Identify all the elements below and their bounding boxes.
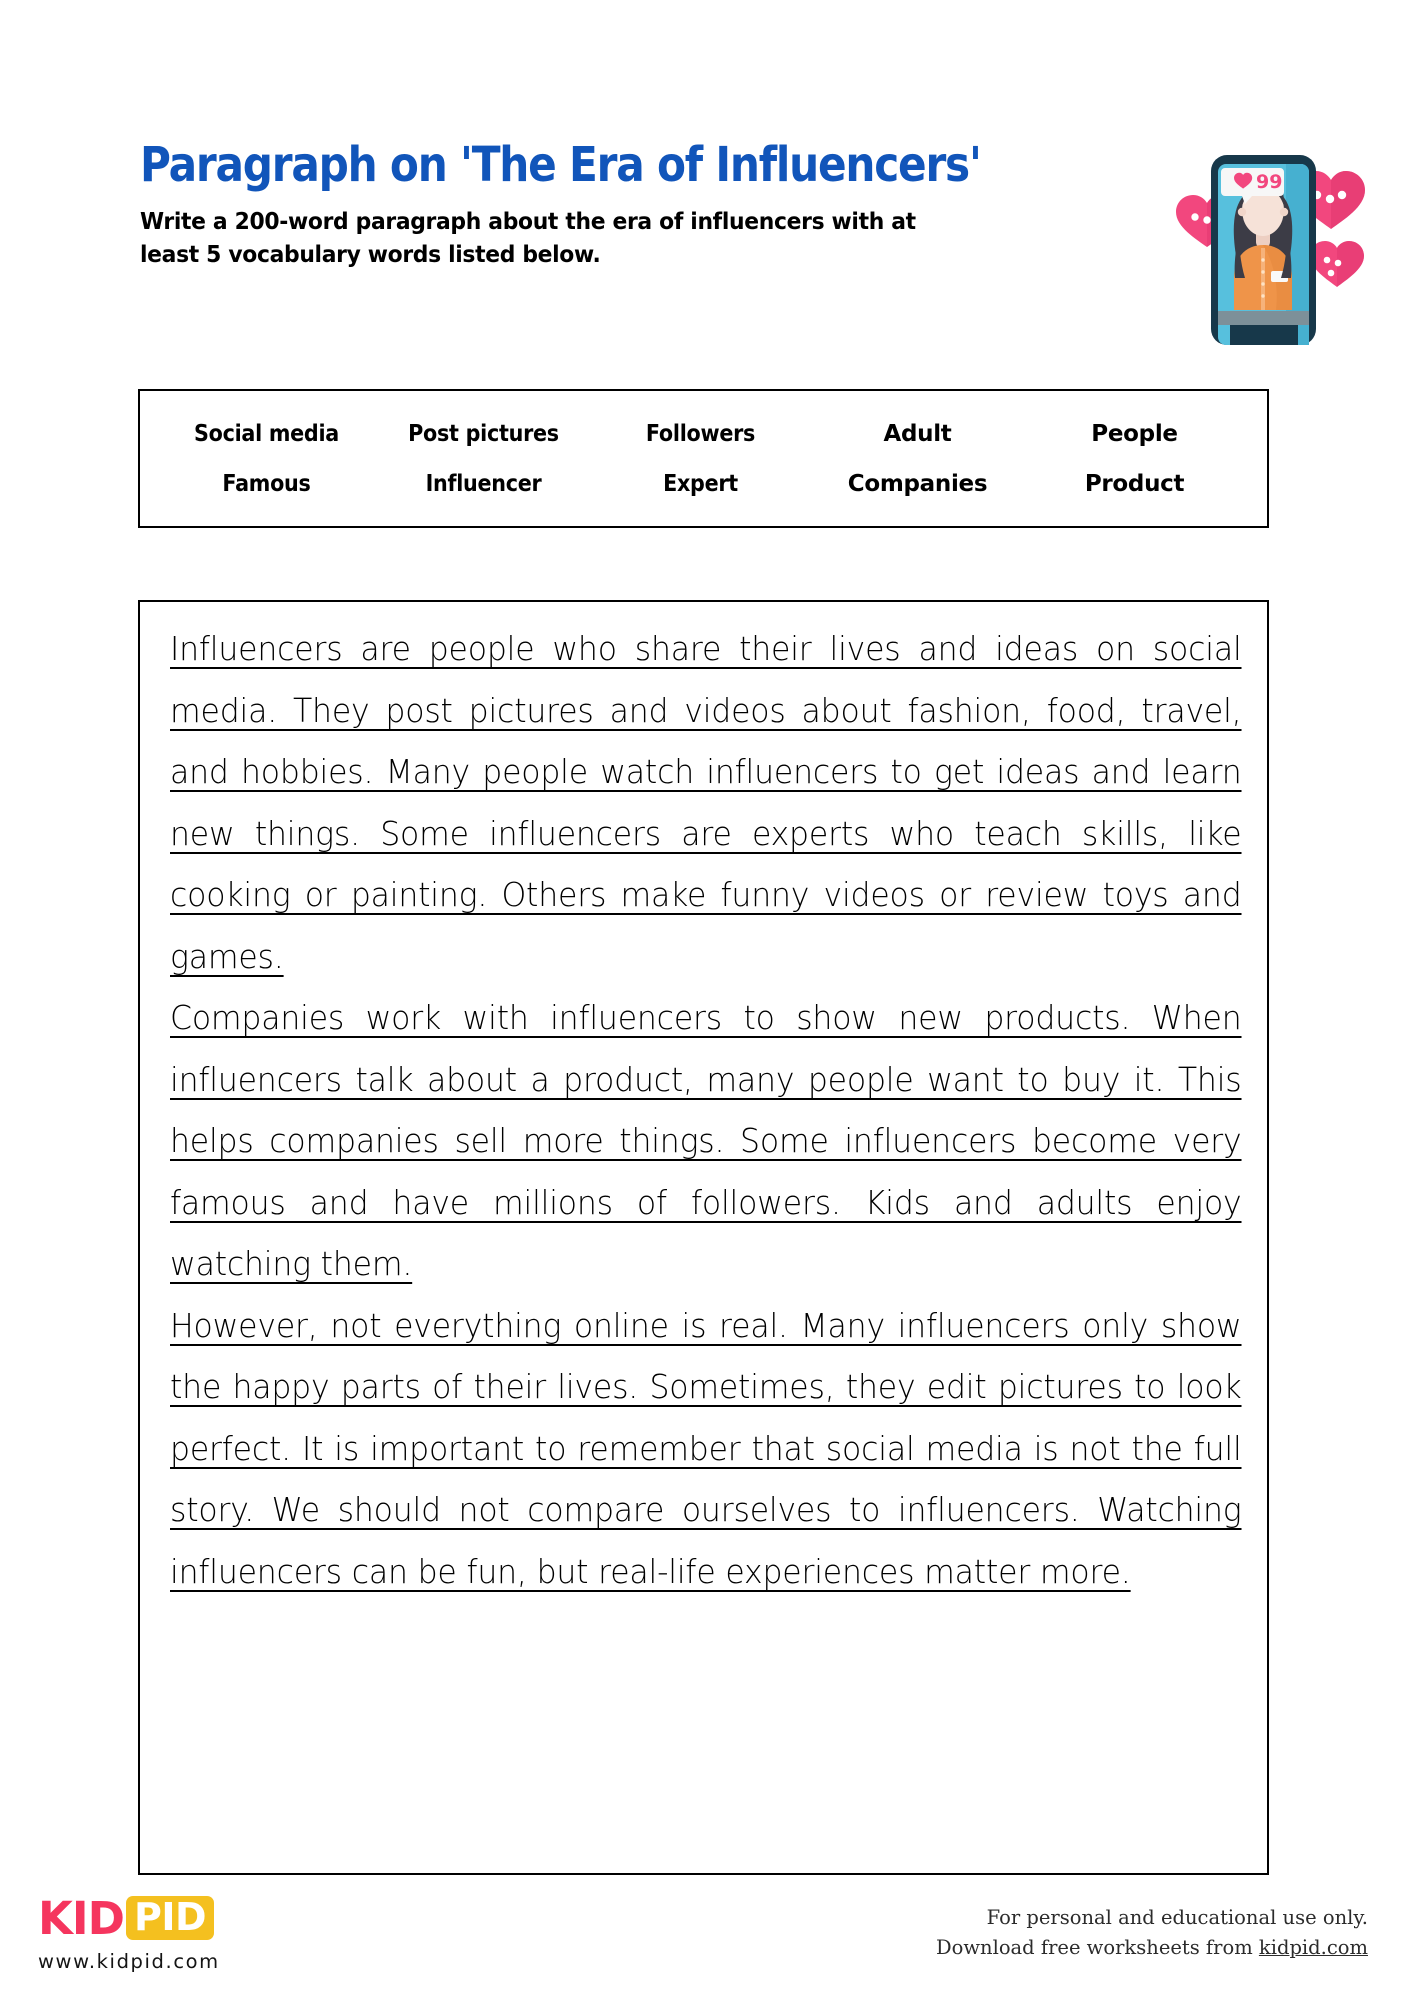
vocabulary-word: Social media: [193, 420, 340, 447]
vocabulary-word: Companies: [847, 470, 988, 497]
answer-paragraph: Companies work with influencers to show new products. When influencers talk about a product, many people want to buy it. This helps companies sell more things. Some influencers become very famous and have millions of followers. Kids and adults enjoy watching them.: [170, 998, 1242, 1283]
vocabulary-word: Product: [1084, 470, 1185, 497]
logo-pid-text: PID: [133, 1895, 207, 1939]
badge-count: 99: [1256, 171, 1283, 193]
logo-url-text: www.kidpid.com: [38, 1950, 220, 1973]
vocabulary-word: Post pictures: [408, 420, 559, 447]
footer-note-line-1: For personal and educational use only.: [986, 1906, 1368, 1929]
page-title: Paragraph on 'The Era of Influencers': [140, 137, 981, 193]
vocabulary-word: People: [1091, 420, 1178, 447]
vocabulary-word: Adult: [883, 420, 952, 447]
influencer-phone-illustration: [1168, 130, 1368, 345]
vocabulary-word: Followers: [645, 420, 756, 447]
kidpid-logo[interactable]: [38, 1892, 268, 1973]
vocabulary-row: [158, 409, 1243, 459]
vocabulary-word: Influencer: [425, 470, 542, 497]
answer-paragraph: However, not everything online is real. Many influencers only show the happy parts of their lives. Sometimes, they edit pictures to look perfect. It is important to remember that social media is not the full story. We should not compare ourselves to influencers. Watching influencers can be fun, but real-life experiences matter more.: [170, 1305, 1242, 1591]
footer-note-prefix: Download free worksheets from: [935, 1936, 1259, 1960]
footer-usage-note: [936, 1903, 1368, 1963]
footer-note-line-2: [936, 1933, 1368, 1963]
vocabulary-word-bank: [138, 389, 1269, 528]
vocabulary-row: [158, 459, 1243, 509]
heart-icon-right-bottom: [1310, 241, 1364, 287]
answer-response-area[interactable]: [138, 600, 1269, 1875]
logo-pid-badge: [126, 1896, 214, 1940]
vocabulary-word: Expert: [663, 470, 738, 497]
kidpid-link[interactable]: kidpid.com: [1258, 1936, 1368, 1960]
logo-kid-text: KID: [38, 1891, 124, 1945]
answer-paragraph: Influencers are people who share their lives and ideas on social media. They post pictures and videos about fashion, food, travel, and hobbies. Many people watch influencers to get ideas and learn new things. Some influencers are experts who teach skills, like cooking or painting. Others make funny videos or review toys and games.: [170, 629, 1242, 976]
instructions-text: Write a 200-word paragraph about the era of influencers with at least 5 vocabulary words listed below.: [140, 206, 916, 269]
worksheet-header: [140, 137, 1160, 272]
desk-shape: [1218, 311, 1309, 345]
vocabulary-word: Famous: [222, 470, 311, 497]
